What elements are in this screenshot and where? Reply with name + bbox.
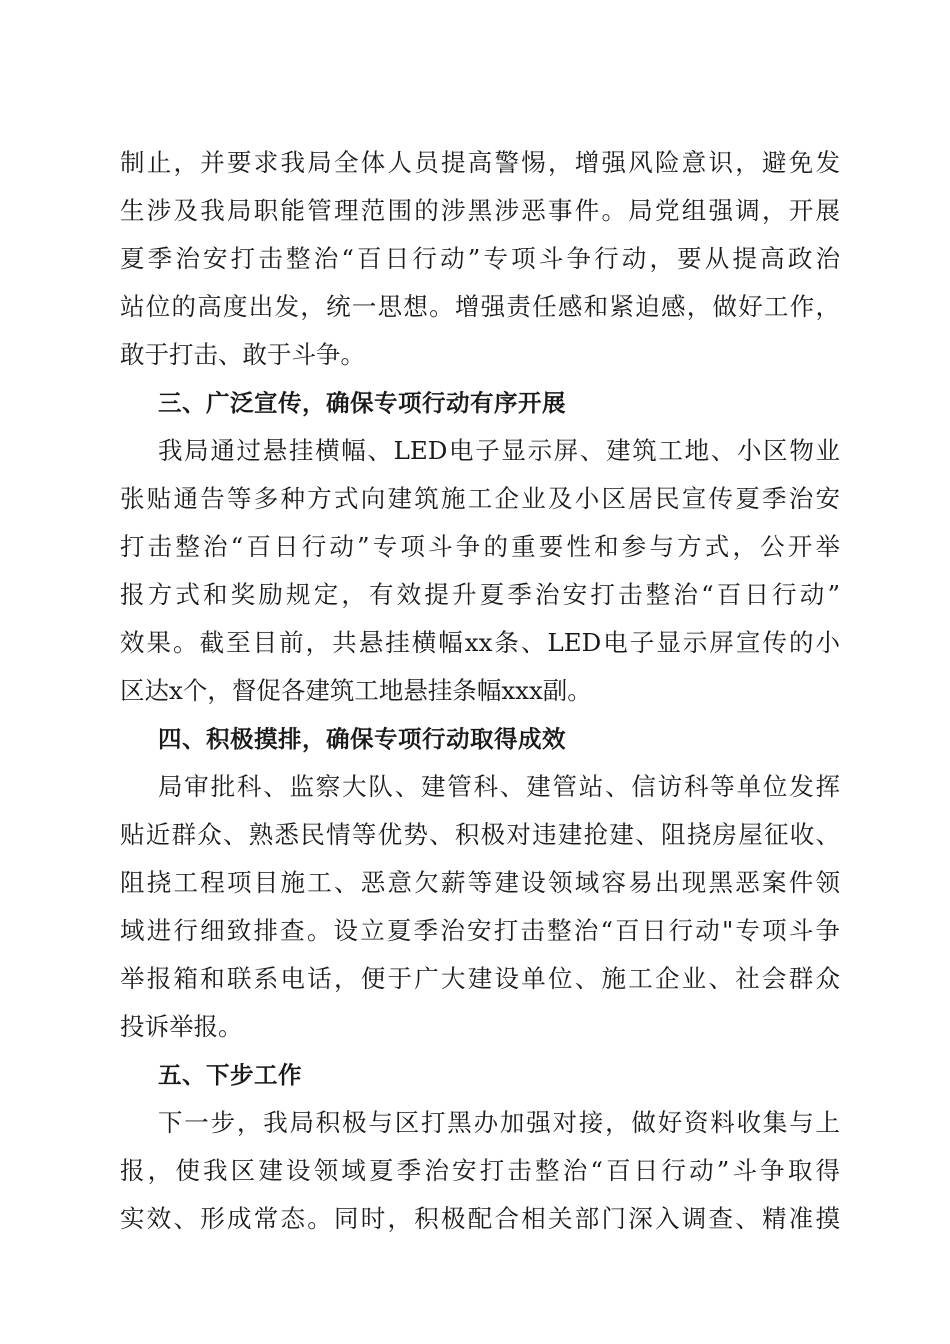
paragraph-2 (120, 427, 840, 715)
text-line: 效果。截至目前，共悬挂横幅xx条、LED电子显示屏宣传的小 (120, 628, 840, 657)
text-line: 阻挠工程项目施工、恶意欠薪等建设领域容易出现黑恶案件领 (120, 868, 840, 897)
text-line: 下一步，我局积极与区打黑办加强对接，做好资料收集与上 (158, 1108, 840, 1137)
text-line: 报方式和奖励规定，有效提升夏季治安打击整治“百日行动” (120, 580, 840, 609)
text-line: 制止，并要求我局全体人员提高警惕，增强风险意识，避免发 (120, 148, 840, 177)
text-line: 局审批科、监察大队、建管科、建管站、信访科等单位发挥 (158, 772, 840, 801)
text-line: 张贴通告等多种方式向建筑施工企业及小区居民宣传夏季治安 (120, 484, 840, 513)
text-line: 贴近群众、熟悉民情等优势、积极对违建抢建、阻挠房屋征收、 (120, 820, 840, 849)
text-line: 敢于打击、敢于斗争。 (120, 340, 365, 369)
text-line: 域进行细致排查。设立夏季治安打击整治“百日行动"专项斗争 (120, 916, 840, 945)
text-line: 我局通过悬挂横幅、LED电子显示屏、建筑工地、小区物业 (158, 436, 840, 465)
text-line: 夏季治安打击整治“百日行动”专项斗争行动，要从提高政治 (120, 244, 840, 273)
paragraph-3 (120, 763, 840, 1051)
paragraph-1 (120, 139, 840, 379)
paragraph-4 (120, 1099, 840, 1243)
text-line: 报，使我区建设领域夏季治安打击整治“百日行动”斗争取得 (120, 1156, 840, 1185)
text-line: 生涉及我局职能管理范围的涉黑涉恶事件。局党组强调，开展 (120, 196, 840, 225)
section-heading-4: 四、积极摸排，确保专项行动取得成效 (158, 725, 566, 753)
section-heading-5: 五、下步工作 (158, 1061, 302, 1089)
text-line: 打击整治“百日行动”专项斗争的重要性和参与方式，公开举 (120, 532, 840, 561)
text-line: 区达x个，督促各建筑工地悬挂条幅xxx副。 (120, 676, 592, 705)
document-page (120, 139, 840, 1243)
text-line: 投诉举报。 (120, 1012, 243, 1041)
text-line: 实效、形成常态。同时，积极配合相关部门深入调查、精准摸 (120, 1204, 840, 1233)
text-line: 站位的高度出发，统一思想。增强责任感和紧迫感，做好工作， (120, 292, 840, 321)
text-line: 举报箱和联系电话，便于广大建设单位、施工企业、社会群众 (120, 964, 840, 993)
section-heading-3: 三、广泛宣传，确保专项行动有序开展 (158, 389, 566, 417)
